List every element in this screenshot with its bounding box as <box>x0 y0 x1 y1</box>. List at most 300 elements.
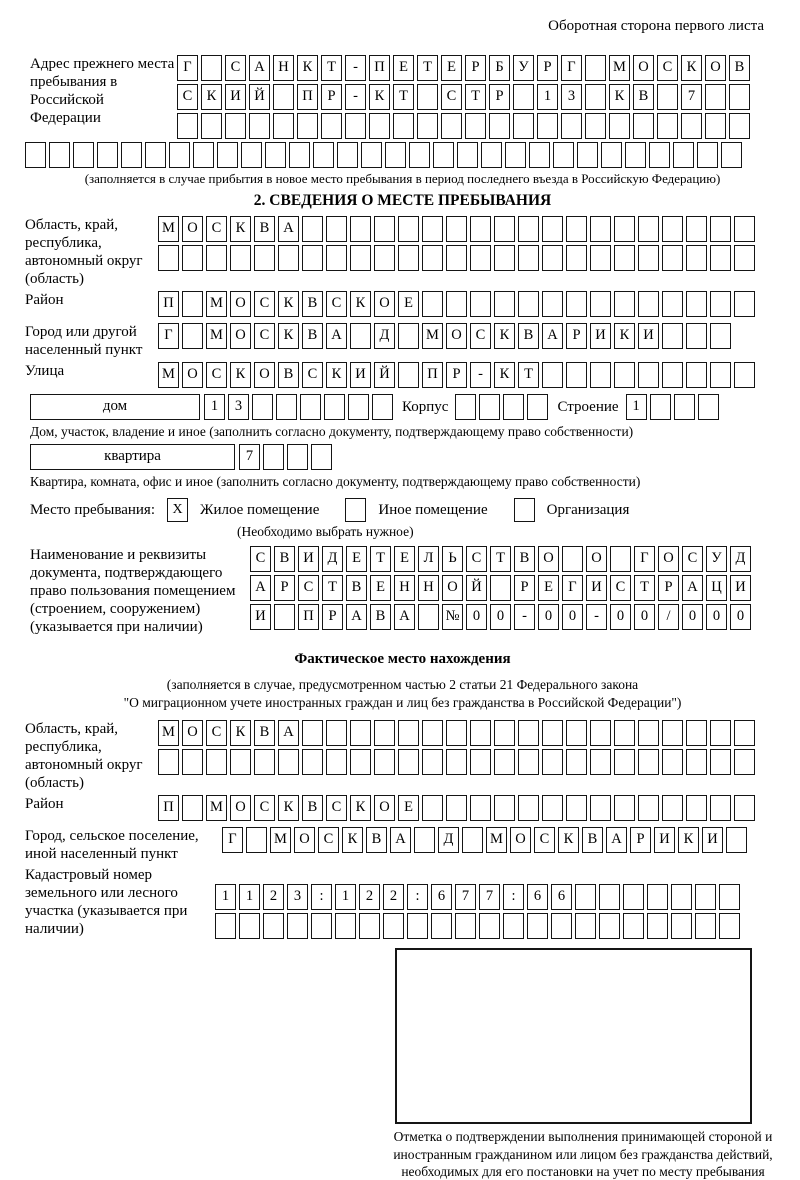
checkbox-organization <box>514 498 535 522</box>
char-cell <box>494 720 515 746</box>
char-cell <box>239 913 260 939</box>
char-cell: Р <box>489 84 510 110</box>
char-cell <box>662 795 683 821</box>
char-cell <box>590 216 611 242</box>
char-cell <box>518 216 539 242</box>
char-cell <box>566 216 587 242</box>
char-cell: 1 <box>335 884 356 910</box>
char-cell <box>614 720 635 746</box>
char-cell <box>686 245 707 271</box>
cell-row <box>158 362 758 388</box>
char-cell <box>494 245 515 271</box>
char-cell <box>734 245 755 271</box>
char-cell <box>674 394 695 420</box>
street-label: Улица <box>25 363 65 379</box>
char-cell: С <box>657 55 678 81</box>
char-cell: 1 <box>626 394 647 420</box>
char-cell <box>673 142 694 168</box>
char-cell: 7 <box>455 884 476 910</box>
char-cell: Р <box>658 575 679 601</box>
char-cell <box>297 113 318 139</box>
char-cell <box>503 394 524 420</box>
char-cell: В <box>729 55 750 81</box>
char-cell <box>518 720 539 746</box>
char-cell <box>481 142 502 168</box>
actual-location-note1: (заполняется в случае, предусмотренном частью 2 статьи 21 Федерального закона <box>166 677 639 692</box>
char-cell: М <box>270 827 291 853</box>
char-cell <box>254 749 275 775</box>
char-cell: С <box>254 323 275 349</box>
char-cell: С <box>298 575 319 601</box>
korpus-label: Корпус <box>402 399 449 415</box>
char-cell <box>326 216 347 242</box>
char-cell <box>182 291 203 317</box>
char-cell <box>457 142 478 168</box>
char-cell: 1 <box>215 884 236 910</box>
char-cell: В <box>633 84 654 110</box>
char-cell: Й <box>374 362 395 388</box>
char-cell: Д <box>438 827 459 853</box>
char-cell <box>217 142 238 168</box>
char-cell: Р <box>274 575 295 601</box>
char-cell <box>599 913 620 939</box>
cell-row <box>239 444 335 470</box>
char-cell: О <box>230 291 251 317</box>
cell-row <box>158 291 758 317</box>
city-row <box>25 323 780 359</box>
char-cell <box>361 142 382 168</box>
char-cell: Й <box>249 84 270 110</box>
char-cell <box>542 362 563 388</box>
char-cell: Р <box>322 604 343 630</box>
char-cell <box>350 245 371 271</box>
char-cell: О <box>182 720 203 746</box>
char-cell <box>470 795 491 821</box>
char-cell: О <box>538 546 559 572</box>
char-cell <box>657 113 678 139</box>
char-cell: К <box>278 323 299 349</box>
document-cells <box>250 546 754 633</box>
char-cell: И <box>586 575 607 601</box>
char-cell <box>638 216 659 242</box>
char-cell <box>542 291 563 317</box>
char-cell: Й <box>466 575 487 601</box>
char-cell <box>49 142 70 168</box>
char-cell <box>542 245 563 271</box>
char-cell <box>230 749 251 775</box>
char-cell <box>249 113 270 139</box>
char-cell <box>374 245 395 271</box>
char-cell: М <box>206 323 227 349</box>
char-cell: К <box>278 795 299 821</box>
char-cell <box>446 216 467 242</box>
char-cell: С <box>682 546 703 572</box>
char-cell <box>398 216 419 242</box>
char-cell <box>398 720 419 746</box>
char-cell: В <box>302 291 323 317</box>
char-cell: О <box>182 362 203 388</box>
char-cell: М <box>609 55 630 81</box>
char-cell <box>470 291 491 317</box>
char-cell: С <box>302 362 323 388</box>
char-cell <box>638 291 659 317</box>
char-cell <box>97 142 118 168</box>
char-cell: И <box>590 323 611 349</box>
char-cell: Р <box>465 55 486 81</box>
char-cell: Т <box>634 575 655 601</box>
char-cell: С <box>254 291 275 317</box>
char-cell <box>585 55 606 81</box>
char-cell <box>121 142 142 168</box>
char-cell <box>734 362 755 388</box>
cell-row <box>158 245 758 271</box>
char-cell: Р <box>630 827 651 853</box>
stay-type-label: Место пребывания: <box>30 501 155 518</box>
char-cell: Ь <box>442 546 463 572</box>
char-cell <box>614 245 635 271</box>
char-cell <box>529 142 550 168</box>
previous-address-cells <box>177 55 753 142</box>
char-cell: К <box>369 84 390 110</box>
char-cell <box>542 216 563 242</box>
char-cell: П <box>369 55 390 81</box>
char-cell <box>385 142 406 168</box>
char-cell <box>287 444 308 470</box>
char-cell: В <box>302 323 323 349</box>
cell-row <box>158 216 758 242</box>
char-cell <box>625 142 646 168</box>
house-note: Дом, участок, владение и иное (заполнить согласно документу, подтверждающему право собственности) <box>30 424 634 439</box>
char-cell <box>225 113 246 139</box>
char-cell: 6 <box>551 884 572 910</box>
char-cell: П <box>158 291 179 317</box>
char-cell <box>302 245 323 271</box>
char-cell <box>647 884 668 910</box>
char-cell <box>623 884 644 910</box>
char-cell <box>614 216 635 242</box>
char-cell <box>422 245 443 271</box>
char-cell: О <box>230 323 251 349</box>
char-cell <box>671 884 692 910</box>
char-cell: К <box>350 291 371 317</box>
char-cell: К <box>342 827 363 853</box>
char-cell: И <box>702 827 723 853</box>
char-cell <box>273 113 294 139</box>
char-cell <box>398 749 419 775</box>
char-cell: 7 <box>681 84 702 110</box>
char-cell <box>182 795 203 821</box>
char-cell: И <box>298 546 319 572</box>
char-cell <box>695 884 716 910</box>
char-cell: - <box>345 55 366 81</box>
char-cell: К <box>609 84 630 110</box>
char-cell <box>610 546 631 572</box>
char-cell <box>614 291 635 317</box>
char-cell: А <box>606 827 627 853</box>
char-cell <box>566 720 587 746</box>
actual-district-row <box>25 795 780 824</box>
char-cell <box>734 795 755 821</box>
char-cell: Е <box>394 546 415 572</box>
char-cell: Д <box>374 323 395 349</box>
char-cell: В <box>366 827 387 853</box>
char-cell <box>710 795 731 821</box>
char-cell <box>566 749 587 775</box>
char-cell <box>193 142 214 168</box>
char-cell <box>145 142 166 168</box>
char-cell <box>462 827 483 853</box>
char-cell <box>662 720 683 746</box>
char-cell <box>422 291 443 317</box>
char-cell <box>585 113 606 139</box>
char-cell: О <box>705 55 726 81</box>
char-cell <box>686 720 707 746</box>
char-cell <box>686 291 707 317</box>
char-cell: М <box>206 795 227 821</box>
char-cell: А <box>394 604 415 630</box>
char-cell: Р <box>321 84 342 110</box>
char-cell: Т <box>490 546 511 572</box>
char-cell <box>647 913 668 939</box>
char-cell <box>662 362 683 388</box>
char-cell <box>650 394 671 420</box>
char-cell <box>662 245 683 271</box>
char-cell <box>417 84 438 110</box>
char-cell <box>726 827 747 853</box>
char-cell <box>350 323 371 349</box>
cell-row <box>250 546 754 572</box>
char-cell <box>374 749 395 775</box>
char-cell: Б <box>489 55 510 81</box>
char-cell <box>614 362 635 388</box>
char-cell <box>542 720 563 746</box>
char-cell <box>719 913 740 939</box>
char-cell: - <box>586 604 607 630</box>
char-cell <box>326 749 347 775</box>
char-cell <box>418 604 439 630</box>
char-cell: 0 <box>682 604 703 630</box>
char-cell <box>465 113 486 139</box>
char-cell <box>446 720 467 746</box>
char-cell: 6 <box>431 884 452 910</box>
apartment-row <box>30 444 780 473</box>
char-cell: С <box>250 546 271 572</box>
char-cell <box>278 749 299 775</box>
char-cell: И <box>730 575 751 601</box>
char-cell: Г <box>561 55 582 81</box>
stroenie-label: Строение <box>557 399 619 415</box>
char-cell: Г <box>222 827 243 853</box>
char-cell: Е <box>393 55 414 81</box>
cell-row <box>158 749 758 775</box>
char-cell: А <box>250 575 271 601</box>
char-cell <box>350 749 371 775</box>
char-cell: К <box>558 827 579 853</box>
char-cell <box>345 113 366 139</box>
char-cell <box>662 291 683 317</box>
char-cell <box>350 720 371 746</box>
char-cell: : <box>407 884 428 910</box>
char-cell <box>562 546 583 572</box>
char-cell: 0 <box>562 604 583 630</box>
char-cell: К <box>494 323 515 349</box>
char-cell <box>686 323 707 349</box>
char-cell: О <box>254 362 275 388</box>
char-cell <box>518 245 539 271</box>
cell-row <box>215 884 743 910</box>
char-cell <box>553 142 574 168</box>
char-cell <box>686 749 707 775</box>
char-cell <box>590 795 611 821</box>
char-cell <box>710 362 731 388</box>
char-cell: С <box>326 795 347 821</box>
char-cell: Е <box>398 291 419 317</box>
char-cell: Е <box>370 575 391 601</box>
char-cell <box>566 291 587 317</box>
document-label: Наименование и реквизиты документа, подтверждающего право пользования помещением (строением, сооружением) (указывается при наличии) <box>30 547 236 635</box>
char-cell: М <box>486 827 507 853</box>
cadastral-label: Кадастровый номер земельного или лесного участка (указывается при наличии) <box>25 867 188 937</box>
char-cell: М <box>422 323 443 349</box>
char-cell: Т <box>322 575 343 601</box>
char-cell <box>734 749 755 775</box>
char-cell <box>398 245 419 271</box>
char-cell: Г <box>177 55 198 81</box>
char-cell: В <box>370 604 391 630</box>
actual-region-row <box>25 720 780 792</box>
char-cell: И <box>225 84 246 110</box>
char-cell <box>518 749 539 775</box>
char-cell <box>705 113 726 139</box>
char-cell <box>590 245 611 271</box>
char-cell: Т <box>465 84 486 110</box>
char-cell <box>350 216 371 242</box>
char-cell <box>274 604 295 630</box>
char-cell: М <box>158 362 179 388</box>
char-cell <box>254 245 275 271</box>
char-cell: С <box>470 323 491 349</box>
char-cell <box>158 749 179 775</box>
char-cell <box>734 216 755 242</box>
char-cell: Г <box>562 575 583 601</box>
char-cell: С <box>206 362 227 388</box>
section2-title: 2. СВЕДЕНИЯ О МЕСТЕ ПРЕБЫВАНИЯ <box>253 192 552 209</box>
char-cell: : <box>503 884 524 910</box>
char-cell: К <box>326 362 347 388</box>
confirmation-stamp-note: Отметка о подтверждении выполнения принимающей стороной и иностранным гражданином или лицом без гражданства действий, необходимых для его постановки на учет по месту пребывания <box>393 1129 773 1179</box>
char-cell <box>182 749 203 775</box>
char-cell <box>302 749 323 775</box>
char-cell: С <box>225 55 246 81</box>
char-cell <box>681 113 702 139</box>
char-cell: Н <box>418 575 439 601</box>
char-cell <box>302 720 323 746</box>
char-cell: А <box>278 216 299 242</box>
char-cell: 2 <box>263 884 284 910</box>
char-cell: В <box>254 216 275 242</box>
char-cell <box>590 291 611 317</box>
char-cell <box>721 142 742 168</box>
char-cell <box>431 913 452 939</box>
char-cell <box>719 884 740 910</box>
char-cell <box>398 362 419 388</box>
char-cell <box>215 913 236 939</box>
char-cell: С <box>206 720 227 746</box>
char-cell: С <box>534 827 555 853</box>
char-cell: К <box>494 362 515 388</box>
house-field-box: дом <box>30 394 200 420</box>
char-cell: А <box>326 323 347 349</box>
char-cell: К <box>201 84 222 110</box>
district-label: Район <box>25 292 64 308</box>
char-cell <box>252 394 273 420</box>
actual-location-title: Фактическое место нахождения <box>294 651 511 667</box>
char-cell <box>182 245 203 271</box>
char-cell <box>414 827 435 853</box>
char-cell <box>662 749 683 775</box>
char-cell <box>518 291 539 317</box>
char-cell <box>326 245 347 271</box>
char-cell <box>422 749 443 775</box>
char-cell <box>671 913 692 939</box>
char-cell: П <box>158 795 179 821</box>
char-cell <box>246 827 267 853</box>
char-cell <box>417 113 438 139</box>
char-cell: П <box>422 362 443 388</box>
char-cell <box>710 216 731 242</box>
char-cell <box>542 749 563 775</box>
char-cell: С <box>326 291 347 317</box>
char-cell: Р <box>537 55 558 81</box>
char-cell <box>623 913 644 939</box>
cell-row <box>177 113 753 139</box>
char-cell <box>182 323 203 349</box>
char-cell <box>470 749 491 775</box>
char-cell <box>433 142 454 168</box>
char-cell: У <box>513 55 534 81</box>
char-cell: К <box>350 795 371 821</box>
char-cell: В <box>254 720 275 746</box>
char-cell: Р <box>566 323 587 349</box>
char-cell: 1 <box>204 394 225 420</box>
cell-row <box>222 827 750 853</box>
actual-district-label: Район <box>25 796 64 812</box>
char-cell: Е <box>346 546 367 572</box>
option-other-premises-label: Иное помещение <box>378 501 488 518</box>
char-cell <box>729 113 750 139</box>
char-cell: О <box>182 216 203 242</box>
char-cell: 6 <box>527 884 548 910</box>
actual-region-cells <box>158 720 758 778</box>
char-cell <box>577 142 598 168</box>
char-cell: И <box>654 827 675 853</box>
cell-row <box>250 575 754 601</box>
char-cell <box>527 394 548 420</box>
char-cell: 0 <box>610 604 631 630</box>
char-cell: 0 <box>730 604 751 630</box>
previous-address-block <box>25 55 780 187</box>
char-cell: А <box>390 827 411 853</box>
char-cell <box>601 142 622 168</box>
char-cell: 3 <box>561 84 582 110</box>
char-cell: А <box>346 604 367 630</box>
char-cell <box>542 795 563 821</box>
char-cell: О <box>374 291 395 317</box>
char-cell <box>575 884 596 910</box>
char-cell <box>326 720 347 746</box>
char-cell <box>470 720 491 746</box>
char-cell: Е <box>538 575 559 601</box>
